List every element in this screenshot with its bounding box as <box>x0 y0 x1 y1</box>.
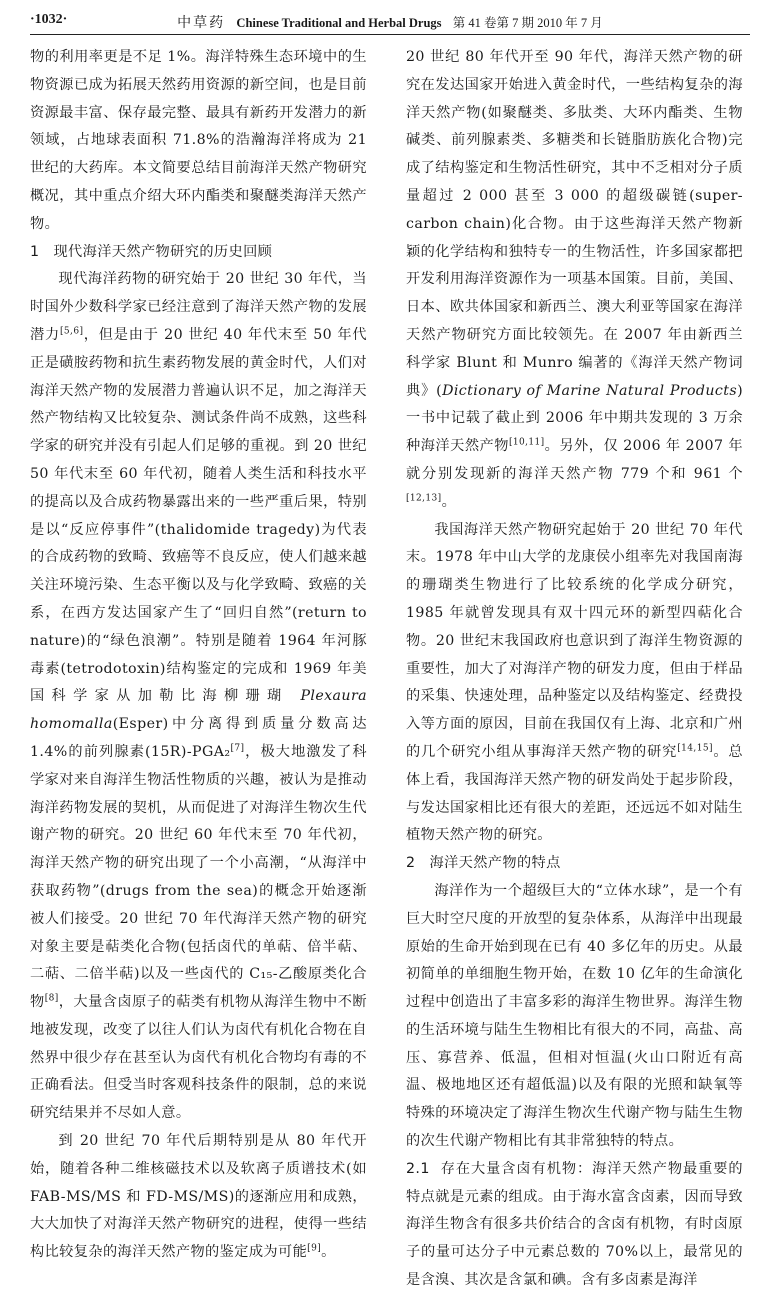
page-number-value: 1032 <box>34 12 63 27</box>
section-title: 海洋天然产物的特点 <box>429 855 561 872</box>
citation: [14,15] <box>677 743 713 754</box>
paragraph-ocean <box>406 878 743 1156</box>
paragraph-china <box>406 517 743 851</box>
journal-title-en: Chinese Traditional and Herbal Drugs <box>236 16 442 30</box>
book-title: Dictionary of Marine Natural Products <box>442 382 738 399</box>
paragraph-golden-age <box>406 44 743 517</box>
text: 到 20 世纪 70 年代后期特别是从 80 年代开始，随着各种二维核磁技术以及软离子质谱技术(如 FAB-MS/MS 和 FD-MS/MS)的逐渐应用和成熟，大大加快了对海洋天然产物研究的进程，使得一些结构比较复杂的海洋天然产物的鉴定成为可能 <box>30 1133 367 1261</box>
citation: [5,6] <box>60 326 84 337</box>
species-name: Plexaura homomalla <box>30 688 367 733</box>
journal-info <box>30 12 750 32</box>
text: 现代海洋药物的研究始于 20 世纪 30 年代，当时国外少数科学家已经注意到了海洋天然产物的发展潜力 <box>30 271 367 343</box>
subsection-2-1 <box>406 1156 743 1295</box>
citation: [12,13] <box>406 493 442 504</box>
text: ，但是由于 20 世纪 40 年代末至 50 年代正是磺胺药物和抗生素药物发展的黄金时代，人们对海洋天然产物的发展潜力普遍认识不足，加之海洋天然产物结构又比较复杂、测试条件尚不成熟，这些科学家的研究并没有引起人们足够的重视。到 20 世纪 50 年代末至 60 年代初，随着人类生活和科技水平的提高以及合成药物暴露出来的一些严重后果，特别是以“反应停事件”(thalidomide tragedy)为代表的合成药物的致畸、致癌等不良反应，使人们越来越关注环境污染、生态平衡以及与化学致畸、致癌的关系，在西方发达国家产生了“回归自然”(return to nature)的“绿色浪潮”。特别是随着 1964 年河豚毒素(tetrodotoxin)结构鉴定的完成和 1969 年美国科学家从加勒比海柳珊瑚 <box>30 326 367 705</box>
subsection-title: 存在大量含卤有机物 <box>440 1160 577 1177</box>
section-heading-2 <box>406 850 743 878</box>
text: 。 <box>441 493 457 510</box>
subsection-number: 2.1 <box>406 1160 430 1177</box>
section-heading-1 <box>30 239 367 267</box>
text: ，极大地激发了科学家对来自海洋生物活性物质的兴趣，被认为是推动海洋药物发展的契机，从而促进了对海洋生物次生代谢产物的研究。20 世纪 60 年代末至 70 年代初，海洋天然产物的研究出现了一个小高潮，“从海洋中获取药物”(drugs from the sea)的概念开始逐渐被人们接受。20 世纪 70 年代海洋天然产物的研究对象主要是萜类化合物(包括卤代的单萜、倍半萜、二萜、二倍半萜)以及一些卤代的 C₁₅-乙酸原类化合物 <box>30 743 368 1011</box>
text: 物的利用率更是不足 1%。海洋特殊生态环境中的生物资源已成为拓展天然药用资源的新空间，也是目前资源最丰富、保存最完整、最具有新药开发潜力的新领域，占地球表面积 71.8%的浩瀚海洋将成为 21 世纪的大药库。本文简要总结目前海洋天然产物研究概况，其中重点介绍大环内酯类和聚醚类海洋天然产物。 <box>30 49 367 232</box>
text: (Esper)中分离得到质量分数高达 1.4%的前列腺素(15R)-PGA₂ <box>30 716 367 760</box>
running-header <box>30 6 750 35</box>
section-number: 1 <box>30 243 40 260</box>
text: 20 世纪 80 年代开至 90 年代，海洋天然产物的研究在发达国家开始进入黄金时代，一些结构复杂的海洋天然产物(如聚醚类、多肽类、大环内酯类、生物碱类、前列腺素类、多糖类和长链脂肪族化合物)完成了结构鉴定和生物活性研究，其中不乏相对分子质量超过 2 000 甚至 3 000 的超级碳链(super-carbon chain)化合物。由于这些海洋天然产物新颖的化学结构和独特专一的生物活性，许多国家都把开发利用海洋资源作为一项基本国策。目前，美国、日本、欧共体国家和新西兰、澳大利亚等国家在海洋天然产物研究方面比较领先。在 2007 年由新西兰科学家 Blunt 和 Munro 编著的《海洋天然产物词典》( <box>406 49 743 399</box>
paragraph-1970s <box>30 1128 367 1267</box>
left-column <box>30 44 367 1267</box>
page-number-dot-right: · <box>62 12 68 27</box>
citation: [9] <box>307 1243 322 1254</box>
text: 。另外，仅 2006 年 2007 年就分别发现新的海洋天然产物 779 个和 961 个 <box>406 438 743 482</box>
section-title: 现代海洋天然产物研究的历史回顾 <box>53 243 273 260</box>
text: )一书中记载了截止到 2006 年中期共发现的 3 万余种海洋天然产物 <box>406 382 743 455</box>
citation: [8] <box>44 993 59 1004</box>
text: 。总体上看，我国海洋天然产物的研发尚处于起步阶段，与发达国家相比还有很大的差距，还远远不如对陆生植物天然产物的研究。 <box>406 743 743 844</box>
journal-title-cn: 中草药 <box>177 16 226 31</box>
text: ：海洋天然产物最重要的特点就是元素的组成。由于海水富含卤素，因而导致海洋生物含有很多共价结合的含卤有机物，有时卤原子的量可达分子中元素总数的 70%以上，最常见的是含溴、其次是含氯和碘。含有多卤素是海洋 <box>406 1160 743 1289</box>
text: 我国海洋天然产物研究起始于 20 世纪 70 年代末。1978 年中山大学的龙康侯小组率先对我国南海的珊瑚类生物进行了比较系统的化学成分研究，1985 年就曾发现具有双十四元环的新型四萜化合物。20 世纪末我国政府也意识到了海洋生物资源的重要性，加大了对海洋产物的研发力度，但由于样品的采集、快速处理，品种鉴定以及结构鉴定、经费投入等方面的原因，目前在我国仅有上海、北京和广州的几个研究小组从事海洋天然产物的研究 <box>406 521 743 760</box>
right-column <box>406 44 743 1295</box>
journal-issue: 第 41 卷第 7 期 2010 年 7 月 <box>452 16 603 30</box>
paragraph-history <box>30 266 367 1128</box>
paragraph-intro-end <box>30 44 367 239</box>
text: 。 <box>321 1244 336 1261</box>
section-number: 2 <box>406 855 416 872</box>
text: 海洋作为一个超级巨大的“立体水球”，是一个有巨大时空尺度的开放型的复杂体系，从海洋中出现最原始的生命开始到现在已有 40 多亿年的历史。从最初简单的单细胞生物开始，在数 10 亿年的生命演化过程中创造出了丰富多彩的海洋生物世界。海洋生物的生活环境与陆生生物相比有很大的不同，高盐、高压、寡营养、低温，但相对恒温(火山口附近有高温、极地地区还有超低温)以及有限的光照和缺氧等特殊的环境决定了海洋生物次生代谢产物与陆生生物的次生代谢产物相比有其非常独特的特点。 <box>406 882 743 1150</box>
citation: [10,11] <box>508 437 545 448</box>
citation: [7] <box>230 743 245 754</box>
text: ，大量含卤原子的萜类有机物从海洋生物中不断地被发现，改变了以往人们认为卤代有机化合物在自然界中很少存在甚至认为卤代有机化合物均有毒的不正确看法。但受当时客观科技条件的限制，总的来说研究结果并不尽如人意。 <box>30 994 367 1122</box>
page-number-dot-left: · <box>30 12 35 27</box>
